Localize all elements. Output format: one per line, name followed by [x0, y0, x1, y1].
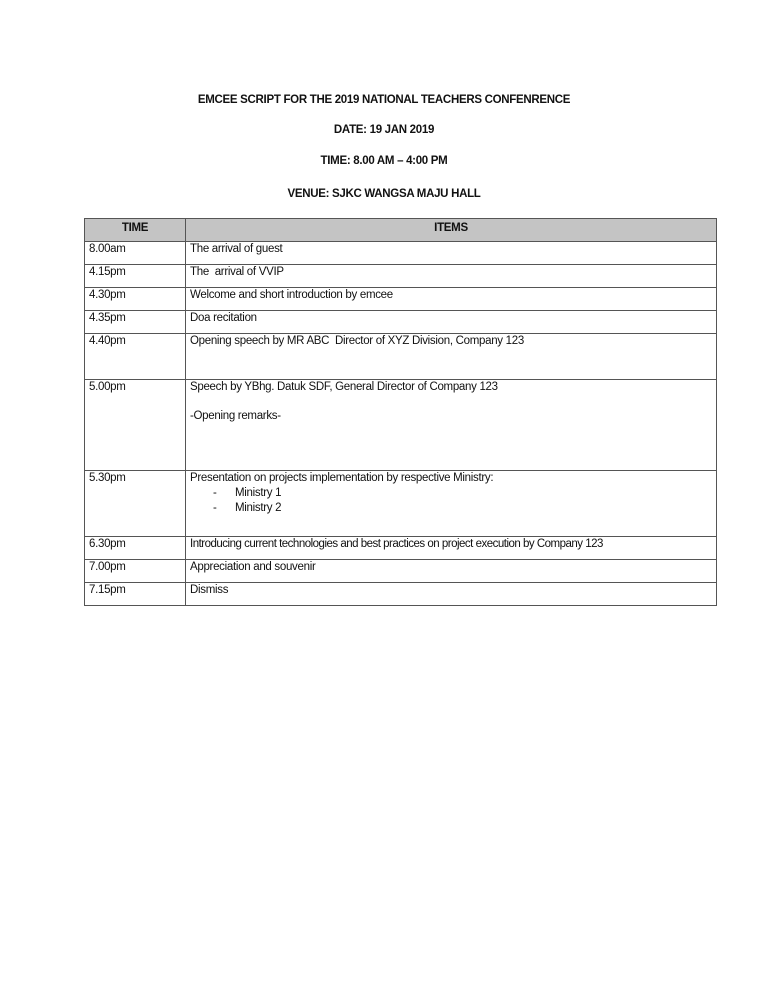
row-item: Introducing current technologies and best practices on project execution by Company 123	[186, 537, 717, 560]
table-row	[85, 560, 717, 583]
document-title: EMCEE SCRIPT FOR THE 2019 NATIONAL TEACHERS CONFENRENCE	[197, 94, 571, 106]
row-time: 4.30pm	[85, 288, 186, 311]
list-item	[190, 486, 712, 501]
row-item: Dismiss	[186, 583, 717, 606]
row-time: 7.15pm	[85, 583, 186, 606]
row-item: Appreciation and souvenir	[186, 560, 717, 583]
table-header-row	[85, 219, 717, 242]
row-time: 4.15pm	[85, 265, 186, 288]
table-row	[85, 471, 717, 537]
row-time: 5.00pm	[85, 380, 186, 471]
row-time: 4.40pm	[85, 334, 186, 380]
row-item: Speech by YBhg. Datuk SDF, General Director of Company 123	[190, 381, 498, 393]
row-item: Welcome and short introduction by emcee	[186, 288, 717, 311]
row-item: Doa recitation	[186, 311, 717, 334]
row-time: 5.30pm	[85, 471, 186, 537]
table-row	[85, 334, 717, 380]
dash-bullet: -	[213, 487, 217, 499]
ministry-label: Ministry 1	[235, 487, 282, 499]
schedule-table	[84, 218, 717, 606]
dash-bullet: -	[213, 502, 217, 514]
row-item: The arrival of guest	[186, 242, 717, 265]
table-row	[85, 311, 717, 334]
row-item-cell	[186, 380, 717, 471]
row-time: 4.35pm	[85, 311, 186, 334]
table-row	[85, 380, 717, 471]
ministry-label: Ministry 2	[235, 502, 282, 514]
row-item-cell	[186, 471, 717, 537]
table-row	[85, 265, 717, 288]
table-row	[85, 242, 717, 265]
row-item: Opening speech by MR ABC Director of XYZ Division, Company 123	[186, 334, 717, 380]
event-venue: VENUE: SJKC WANGSA MAJU HALL	[287, 188, 481, 200]
table-row	[85, 537, 717, 560]
table-row	[85, 288, 717, 311]
row-time: 6.30pm	[85, 537, 186, 560]
items-column-header: ITEMS	[186, 219, 717, 242]
list-item	[190, 501, 712, 516]
row-time: 8.00am	[85, 242, 186, 265]
row-time: 7.00pm	[85, 560, 186, 583]
event-time: TIME: 8.00 AM – 4:00 PM	[320, 155, 448, 167]
row-item: The arrival of VVIP	[186, 265, 717, 288]
event-date: DATE: 19 JAN 2019	[333, 124, 435, 136]
spacer	[190, 395, 712, 409]
row-note: -Opening remarks-	[190, 410, 281, 422]
row-item: Presentation on projects implementation by respective Ministry:	[190, 472, 494, 484]
time-column-header: TIME	[85, 219, 186, 242]
table-row	[85, 583, 717, 606]
